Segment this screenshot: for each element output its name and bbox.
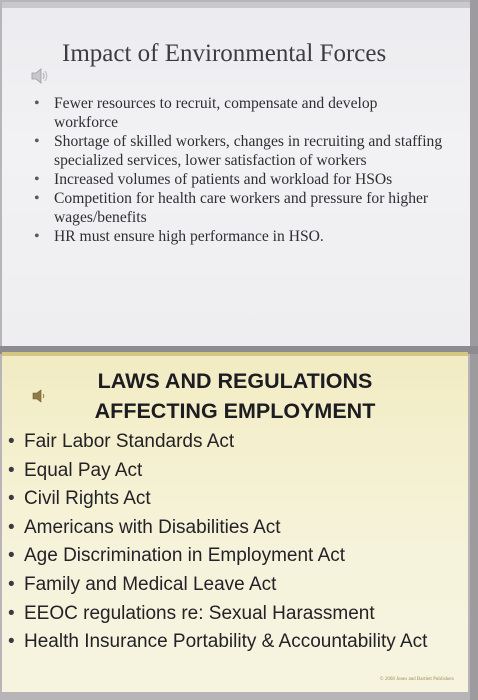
list-item: • Health Insurance Portability & Accountability Act — [8, 628, 468, 657]
list-item: • Fair Labor Standards Act — [8, 428, 468, 457]
list-item: • Family and Medical Leave Act — [8, 571, 468, 600]
slide-title: Impact of Environmental Forces — [62, 40, 387, 67]
list-item: • Americans with Disabilities Act — [8, 514, 468, 543]
list-item: • Equal Pay Act — [8, 457, 468, 486]
bullet-list — [8, 428, 468, 657]
list-item: • EEOC regulations re: Sexual Harassment — [8, 600, 468, 629]
list-item: • Fewer resources to recruit, compensate and develop workforce — [34, 94, 444, 132]
list-item: • Increased volumes of patients and workload for HSOs — [34, 170, 444, 189]
slide-top-border — [2, 352, 468, 356]
list-item: • Shortage of skilled workers, changes in recruiting and staffing specialized services, lower satisfaction of workers — [34, 132, 444, 170]
speaker-icon[interactable] — [30, 66, 50, 86]
list-item: • Competition for health care workers and pressure for higher wages/benefits — [34, 189, 444, 227]
slide-title — [2, 366, 468, 426]
title-line-2: AFFECTING EMPLOYMENT — [94, 399, 376, 423]
list-item: • HR must ensure high performance in HSO. — [34, 227, 444, 246]
slide-environmental-forces — [2, 2, 470, 346]
list-item: • Age Discrimination in Employment Act — [8, 542, 468, 571]
slide-laws-regulations — [2, 352, 468, 692]
list-item: • Civil Rights Act — [8, 485, 468, 514]
copyright-note: © 2008 Jones and Bartlett Publishers — [379, 677, 454, 682]
title-line-1: LAWS AND REGULATIONS — [97, 369, 373, 393]
bullet-list — [34, 94, 444, 246]
